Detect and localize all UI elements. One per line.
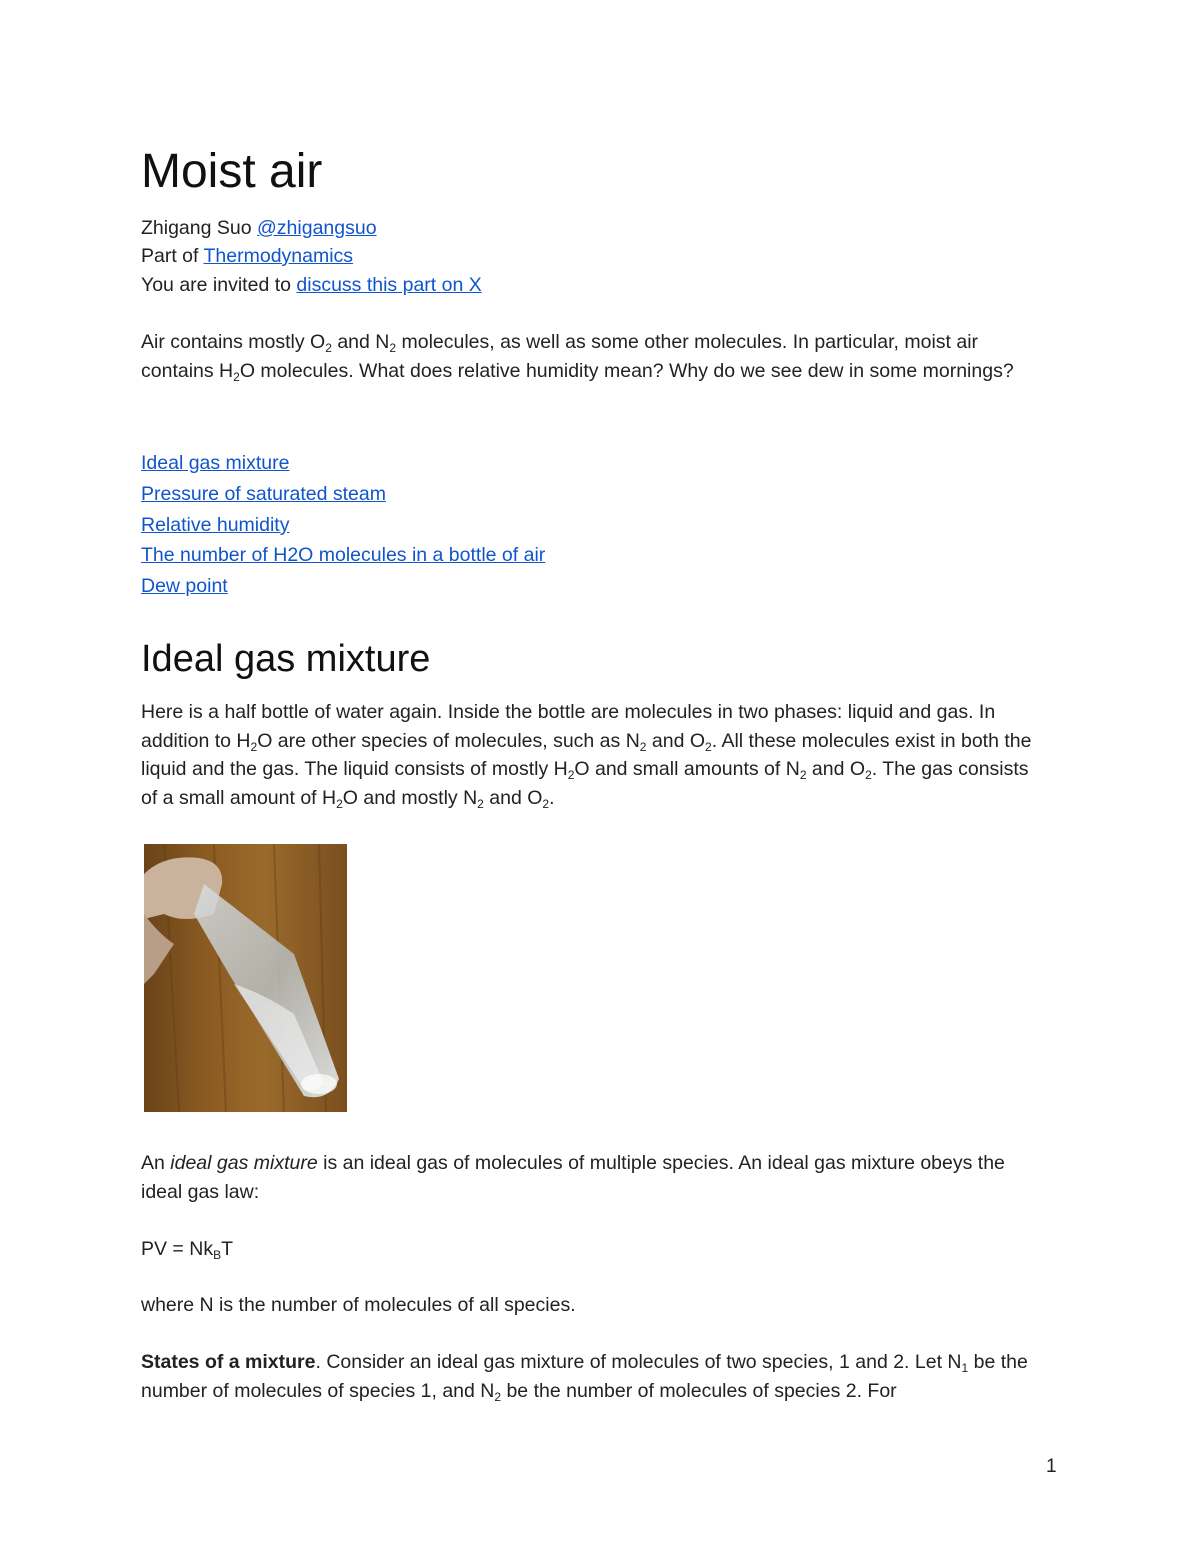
part-of-label: Part of: [141, 245, 204, 267]
states-of-mixture-paragraph: States of a mixture. Consider an ideal gas mixture of molecules of two species, 1 and 2. Let $N_1$ be the number of molecules of species 1, and $N_2$ be the number of molecules of species 2. For: [141, 1351, 1028, 1404]
intro-paragraph: Air contains mostly $O_2$ and $N_2$ molecules, as well as some other molecules. In particular, moist air contains $H_2O$ molecules. What does relative humidity mean? Why do we see dew in some mornings?: [141, 331, 1014, 384]
toc-link-relative-humidity[interactable]: Relative humidity: [141, 513, 290, 536]
invite-label: You are invited to: [141, 274, 297, 296]
ideal-gas-law-equation: PV = $Nk_BT$: [141, 1238, 234, 1262]
section-heading: Ideal gas mixture: [141, 638, 431, 680]
thermodynamics-link[interactable]: Thermodynamics: [203, 245, 354, 267]
page-title: Moist air: [141, 145, 323, 198]
discuss-on-x-link[interactable]: discuss this part on X: [296, 274, 482, 296]
part-of-line: [141, 242, 353, 271]
invite-line: [141, 271, 482, 300]
author-line: [141, 214, 377, 243]
toc-link-h2o-molecules-bottle[interactable]: The number of H2O molecules in a bottle of air: [141, 544, 546, 567]
toc-link-pressure-saturated-steam[interactable]: Pressure of saturated steam: [141, 482, 386, 505]
toc-link-ideal-gas-mixture[interactable]: Ideal gas mixture: [141, 452, 290, 474]
author-handle-link[interactable]: @zhigangsuo: [257, 217, 377, 239]
section-paragraph-2: An ideal gas mixture is an ideal gas of molecules of multiple species. An ideal gas mixture obeys the ideal gas law:: [141, 1152, 1005, 1203]
section-paragraph-1: Here is a half bottle of water again. Inside the bottle are molecules in two phases: liquid and gas. In addition to $H_2O$ are other species of molecules, such as $N_2$ and $O_2$. All these molecules exist in both the liquid and the gas. The liquid consists of mostly $H_2O$ and small amounts of $N_2$ and $O_2$. The gas consists of a small amount of $H_2O$ and mostly $N_2$ and $O_2$.: [141, 701, 1032, 811]
equation-explanation: where N is the number of molecules of all species.: [141, 1294, 576, 1316]
table-of-contents: [141, 448, 545, 602]
author-name: Zhigang Suo: [141, 217, 258, 239]
water-bottle-photo: [144, 844, 347, 1112]
page-number: 1: [1046, 1456, 1057, 1477]
toc-link-dew-point[interactable]: Dew point: [141, 575, 228, 598]
